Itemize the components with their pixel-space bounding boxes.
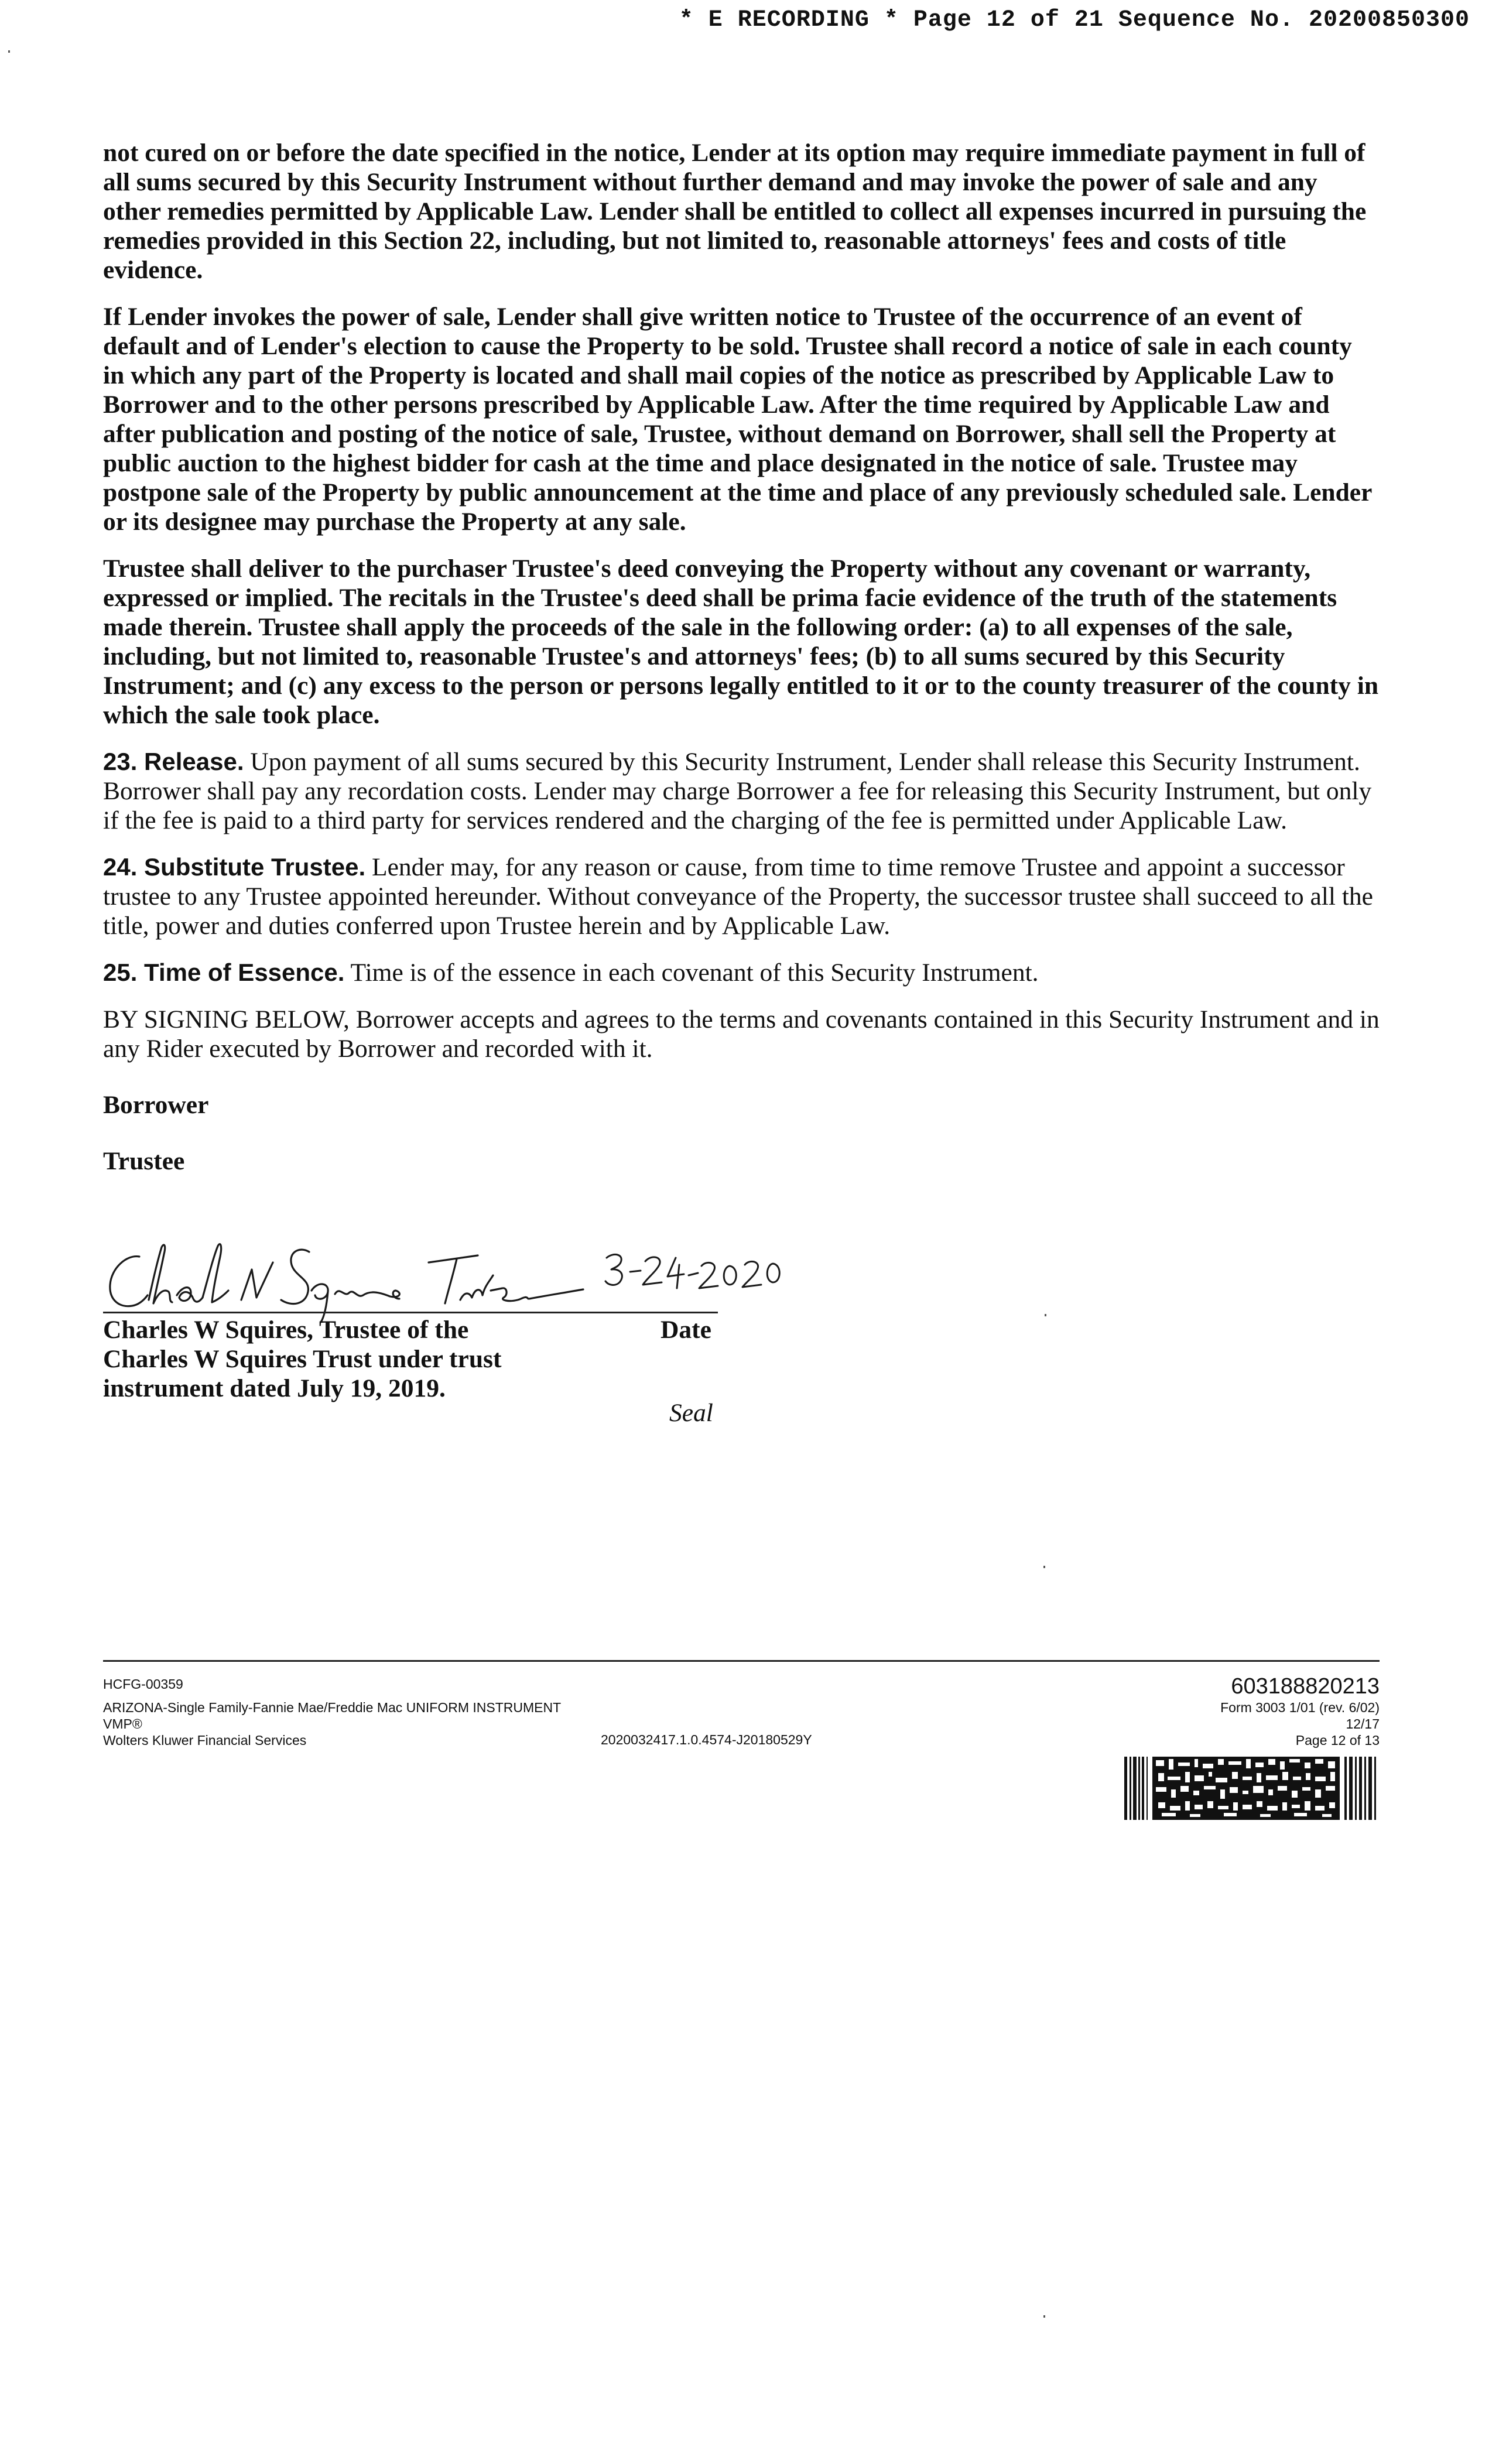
signature-line bbox=[103, 1312, 718, 1313]
trustee-deed-paragraph: Trustee shall deliver to the purchaser Trustee's deed conveying the Property without any covenant or warranty, expressed or implied. The recitals in the Trustee's deed shall be prima facie evidence of the truth of the statements made therein. Trustee shall apply the proceeds of the sale in the following order: (a) to all expenses of the sale, including, but not limited to, reasonable Trustee's and attorneys' fees; (b) to all sums secured by this Security Instrument; and (c) any excess to the person or persons legally entitled to it or to the county treasurer of the county in which the sale took place. bbox=[103, 555, 1379, 729]
date-label: Date bbox=[660, 1316, 711, 1344]
signer-name-line-3: instrument dated July 19, 2019. bbox=[103, 1374, 446, 1402]
scan-speck bbox=[8, 50, 10, 53]
document-id: 2020032417.1.0.4574-J20180529Y bbox=[601, 1732, 812, 1747]
seal-label: Seal bbox=[669, 1399, 713, 1427]
section-23-release bbox=[103, 747, 1380, 835]
signing-statement: BY SIGNING BELOW, Borrower accepts and agrees to the terms and covenants contained in this Security Instrument and in any Rider executed by Borrower and recorded with it. bbox=[103, 1005, 1380, 1063]
section-25-time-of-essence bbox=[103, 958, 1380, 987]
section-25-text: Time is of the essence in each covenant of this Security Instrument. bbox=[344, 959, 1039, 987]
footer-right-block bbox=[1220, 1674, 1380, 1748]
section-24-title: 24. Substitute Trustee. bbox=[103, 853, 366, 881]
trustee-label: Trustee bbox=[103, 1147, 185, 1175]
barcode-image bbox=[1124, 1757, 1377, 1820]
section-24-substitute-trustee bbox=[103, 853, 1380, 940]
signer-name bbox=[103, 1315, 571, 1403]
signer-name-line-2: Charles W Squires Trust under trust bbox=[103, 1345, 502, 1373]
form-number: Form 3003 1/01 (rev. 6/02) bbox=[1220, 1700, 1380, 1715]
instrument-name: ARIZONA-Single Family-Fannie Mae/Freddie Mac UNIFORM INSTRUMENT bbox=[103, 1700, 562, 1715]
borrower-label: Borrower bbox=[103, 1091, 209, 1119]
remedies-paragraph: not cured on or before the date specified in the notice, Lender at its option may require immediate payment in full of all sums secured by this Security Instrument without further demand and may invoke the power of sale and any other remedies permitted by Applicable Law. Lender shall be entitled to collect all expenses incurred in pursuing the remedies provided in this Section 22, including, but not limited to, reasonable attorneys' fees and costs of title evidence. bbox=[103, 139, 1367, 284]
section-24-text: Lender may, for any reason or cause, from time to time remove Trustee and appoint a successor trustee to any Trustee appointed hereunder. Without conveyance of the Property, the successor trustee shall succeed to all the title, power and duties conferred upon Trustee herein and by Applicable Law. bbox=[103, 853, 1373, 940]
scan-speck bbox=[1045, 1314, 1046, 1316]
document-body bbox=[103, 138, 1380, 1176]
page-number: Page 12 of 13 bbox=[1295, 1733, 1380, 1748]
signer-name-line-1: Charles W Squires, Trustee of the bbox=[103, 1316, 469, 1344]
footer-left-block bbox=[103, 1676, 561, 1748]
recording-header: * E RECORDING * Page 12 of 21 Sequence No. 20200850300 bbox=[679, 7, 1470, 33]
section-23-text: Upon payment of all sums secured by this Security Instrument, Lender shall release this Security Instrument. Borrower shall pay any recordation costs. Lender may charge Borrower a fee for releasing this Security Instrument, but only if the fee is paid to a third party for services rendered and the charging of the fee is permitted under Applicable Law. bbox=[103, 748, 1372, 834]
handwritten-signature-image bbox=[103, 1234, 817, 1322]
vmp-mark: VMP® bbox=[103, 1716, 142, 1731]
scan-speck bbox=[1043, 2315, 1045, 2318]
publisher-name: Wolters Kluwer Financial Services bbox=[103, 1733, 307, 1748]
loan-number: 603188820213 bbox=[1231, 1674, 1380, 1699]
form-code: HCFG-00359 bbox=[103, 1676, 183, 1692]
form-revision: 12/17 bbox=[1346, 1716, 1380, 1731]
power-of-sale-paragraph: If Lender invokes the power of sale, Lender shall give written notice to Trustee of the occurrence of an event of default and of Lender's election to cause the Property to be sold. Trustee shall record a notice of sale in each county in which any part of the Property is located and shall mail copies of the notice as prescribed by Applicable Law to Borrower and to the other persons prescribed by Applicable Law. After the time required by Applicable Law and after publication and posting of the notice of sale, Trustee, without demand on Borrower, shall sell the Property at public auction to the highest bidder for cash at the time and place designated in the notice of sale. Trustee may postpone sale of the Property by public announcement at the time and place of any previously scheduled sale. Lender or its designee may purchase the Property at any sale. bbox=[103, 303, 1372, 536]
section-23-title: 23. Release. bbox=[103, 748, 244, 775]
scan-speck bbox=[1043, 1566, 1045, 1568]
footer-divider bbox=[103, 1660, 1380, 1662]
section-25-title: 25. Time of Essence. bbox=[103, 959, 345, 986]
